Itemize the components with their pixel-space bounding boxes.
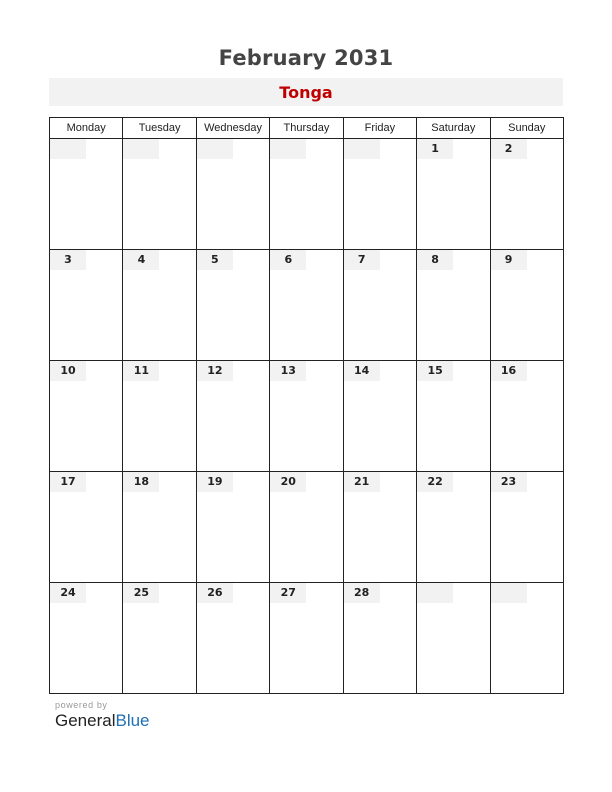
week-row [50, 250, 564, 361]
day-cell [417, 583, 490, 694]
day-number: 6 [270, 250, 306, 270]
brand-general: General [55, 711, 116, 730]
weekday-wednesday: Wednesday [196, 118, 269, 139]
day-number [123, 139, 159, 159]
day-number: 16 [491, 361, 527, 381]
powered-by-text: powered by [55, 700, 108, 710]
day-cell [196, 472, 269, 583]
country-name: Tonga [279, 82, 333, 102]
day-number: 3 [50, 250, 86, 270]
day-cell [50, 472, 123, 583]
day-cell [123, 139, 196, 250]
day-number: 8 [417, 250, 453, 270]
day-cell [417, 139, 490, 250]
day-cell [343, 361, 416, 472]
day-number: 14 [344, 361, 380, 381]
day-number: 7 [344, 250, 380, 270]
day-cell [196, 361, 269, 472]
day-cell [343, 250, 416, 361]
day-number: 26 [197, 583, 233, 603]
day-number: 19 [197, 472, 233, 492]
weekday-sunday: Sunday [490, 118, 563, 139]
day-cell [343, 583, 416, 694]
day-cell [123, 583, 196, 694]
day-number [197, 139, 233, 159]
day-number: 25 [123, 583, 159, 603]
footer-branding [55, 700, 150, 731]
weekday-saturday: Saturday [417, 118, 490, 139]
day-number: 20 [270, 472, 306, 492]
generalblue-logo [55, 711, 150, 731]
week-row [50, 139, 564, 250]
day-cell [123, 361, 196, 472]
calendar-title: February 2031 [218, 46, 394, 70]
weekday-tuesday: Tuesday [123, 118, 196, 139]
day-number [50, 139, 86, 159]
day-number: 12 [197, 361, 233, 381]
day-cell [270, 583, 343, 694]
weekday-monday: Monday [50, 118, 123, 139]
country-banner [49, 78, 563, 106]
day-cell [417, 361, 490, 472]
day-cell [417, 250, 490, 361]
day-number: 17 [50, 472, 86, 492]
day-number [270, 139, 306, 159]
day-number: 24 [50, 583, 86, 603]
day-cell [50, 139, 123, 250]
day-cell [270, 472, 343, 583]
day-cell [50, 250, 123, 361]
weekday-header-row [50, 118, 564, 139]
day-cell [490, 472, 563, 583]
day-cell [490, 361, 563, 472]
brand-blue: Blue [115, 711, 150, 730]
day-number: 5 [197, 250, 233, 270]
day-number: 9 [491, 250, 527, 270]
day-number [344, 139, 380, 159]
day-number: 11 [123, 361, 159, 381]
day-number: 27 [270, 583, 306, 603]
day-number: 22 [417, 472, 453, 492]
day-cell [270, 361, 343, 472]
week-row [50, 361, 564, 472]
day-number: 28 [344, 583, 380, 603]
calendar-grid [49, 117, 564, 694]
day-cell [417, 472, 490, 583]
day-number: 10 [50, 361, 86, 381]
day-cell [123, 250, 196, 361]
day-cell [123, 472, 196, 583]
day-cell [343, 472, 416, 583]
day-number: 15 [417, 361, 453, 381]
day-cell [490, 583, 563, 694]
day-cell [196, 139, 269, 250]
day-cell [270, 139, 343, 250]
day-cell [50, 361, 123, 472]
day-number: 1 [417, 139, 453, 159]
day-number: 21 [344, 472, 380, 492]
day-cell [490, 250, 563, 361]
day-cell [50, 583, 123, 694]
weekday-friday: Friday [343, 118, 416, 139]
week-row [50, 583, 564, 694]
day-number: 2 [491, 139, 527, 159]
day-cell [196, 583, 269, 694]
day-cell [343, 139, 416, 250]
day-cell [196, 250, 269, 361]
day-number [491, 583, 527, 603]
day-cell [270, 250, 343, 361]
day-cell [490, 139, 563, 250]
weekday-thursday: Thursday [270, 118, 343, 139]
day-number: 23 [491, 472, 527, 492]
week-row [50, 472, 564, 583]
day-number [417, 583, 453, 603]
day-number: 4 [123, 250, 159, 270]
day-number: 18 [123, 472, 159, 492]
day-number: 13 [270, 361, 306, 381]
